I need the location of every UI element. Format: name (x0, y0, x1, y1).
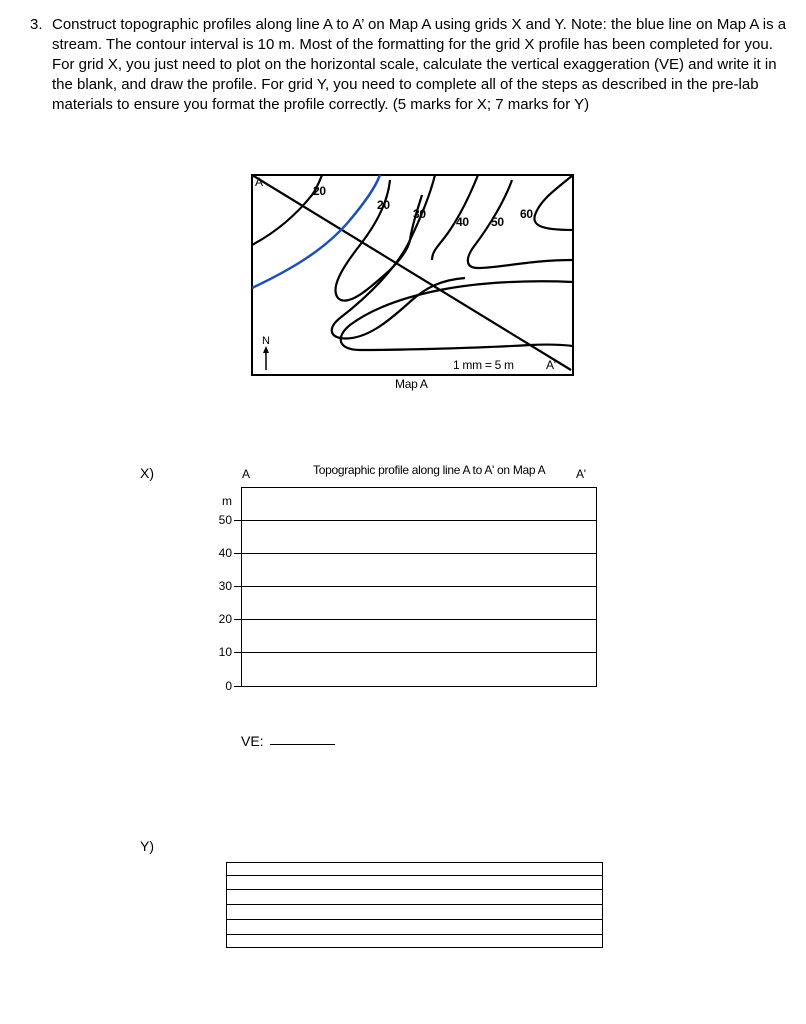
grid-x-label: X) (140, 465, 154, 481)
y-label-20: 20 (218, 612, 232, 626)
grid-x-left-end: A (242, 467, 250, 481)
y-label-30: 30 (218, 579, 232, 593)
north-label: N (262, 335, 270, 347)
question-number: 3. (30, 16, 43, 33)
tick-50 (234, 520, 242, 521)
grid-y-line-5 (227, 934, 602, 935)
grid-x[interactable] (241, 487, 597, 687)
question-block (30, 15, 790, 115)
contour-label-20-left: 20 (313, 184, 326, 198)
contour-label-50: 50 (491, 215, 504, 229)
grid-x-line-40 (242, 553, 596, 554)
grid-x-line-30 (242, 586, 596, 587)
map-point-a-prime: A' (546, 358, 556, 372)
grid-x-title: Topographic profile along line A to A' on Map A (313, 463, 546, 477)
profile-line (252, 175, 571, 370)
y-label-10: 10 (218, 645, 232, 659)
contour-50 (468, 180, 573, 268)
grid-y-line-3 (227, 904, 602, 905)
contour-label-20: 20 (377, 198, 390, 212)
grid-y-line-2 (227, 889, 602, 890)
map-a-drawing (250, 170, 590, 400)
north-arrow-head (263, 346, 269, 353)
tick-30 (234, 586, 242, 587)
question-text: Construct topographic profiles along line A to A’ on Map A using grids X and Y. Note: the blue line on Map A is a stream. The contour interval is 10 m. Most of the formatting for the grid X profile has been completed for you. For grid X, you just need to plot on the horizontal scale, calculate the vertical exaggeration (VE) and write it in the blank, and draw the profile. For grid Y, you need to complete all of the steps as described in the pre-lab materials to ensure you format the profile correctly. (5 marks for X; 7 marks for Y) (52, 16, 787, 113)
grid-x-line-20 (242, 619, 596, 620)
grid-x-line-50 (242, 520, 596, 521)
contour-bottom (341, 281, 573, 350)
ve-blank[interactable] (270, 744, 335, 745)
grid-y-line-1 (227, 875, 602, 876)
grid-y-line-4 (227, 919, 602, 920)
grid-x-unit: m (222, 494, 232, 508)
map-a (250, 170, 590, 405)
tick-40 (234, 553, 242, 554)
contour-label-40: 40 (456, 215, 469, 229)
map-caption: Map A (395, 377, 428, 391)
contour-40 (432, 175, 478, 260)
grid-x-line-10 (242, 652, 596, 653)
grid-x-right-end: A' (576, 467, 586, 481)
grid-y-label: Y) (140, 838, 154, 854)
tick-0 (234, 686, 242, 687)
contour-label-30: 30 (413, 207, 426, 221)
grid-y[interactable] (226, 862, 603, 948)
contour-60 (534, 175, 573, 230)
tick-20 (234, 619, 242, 620)
y-label-0: 0 (225, 679, 232, 693)
ve-label: VE: (241, 733, 264, 749)
contour-label-60: 60 (520, 207, 533, 221)
tick-10 (234, 652, 242, 653)
map-scale: 1 mm = 5 m (453, 358, 514, 372)
y-label-50: 50 (218, 513, 232, 527)
y-label-40: 40 (218, 546, 232, 560)
map-point-a: A (255, 175, 263, 189)
